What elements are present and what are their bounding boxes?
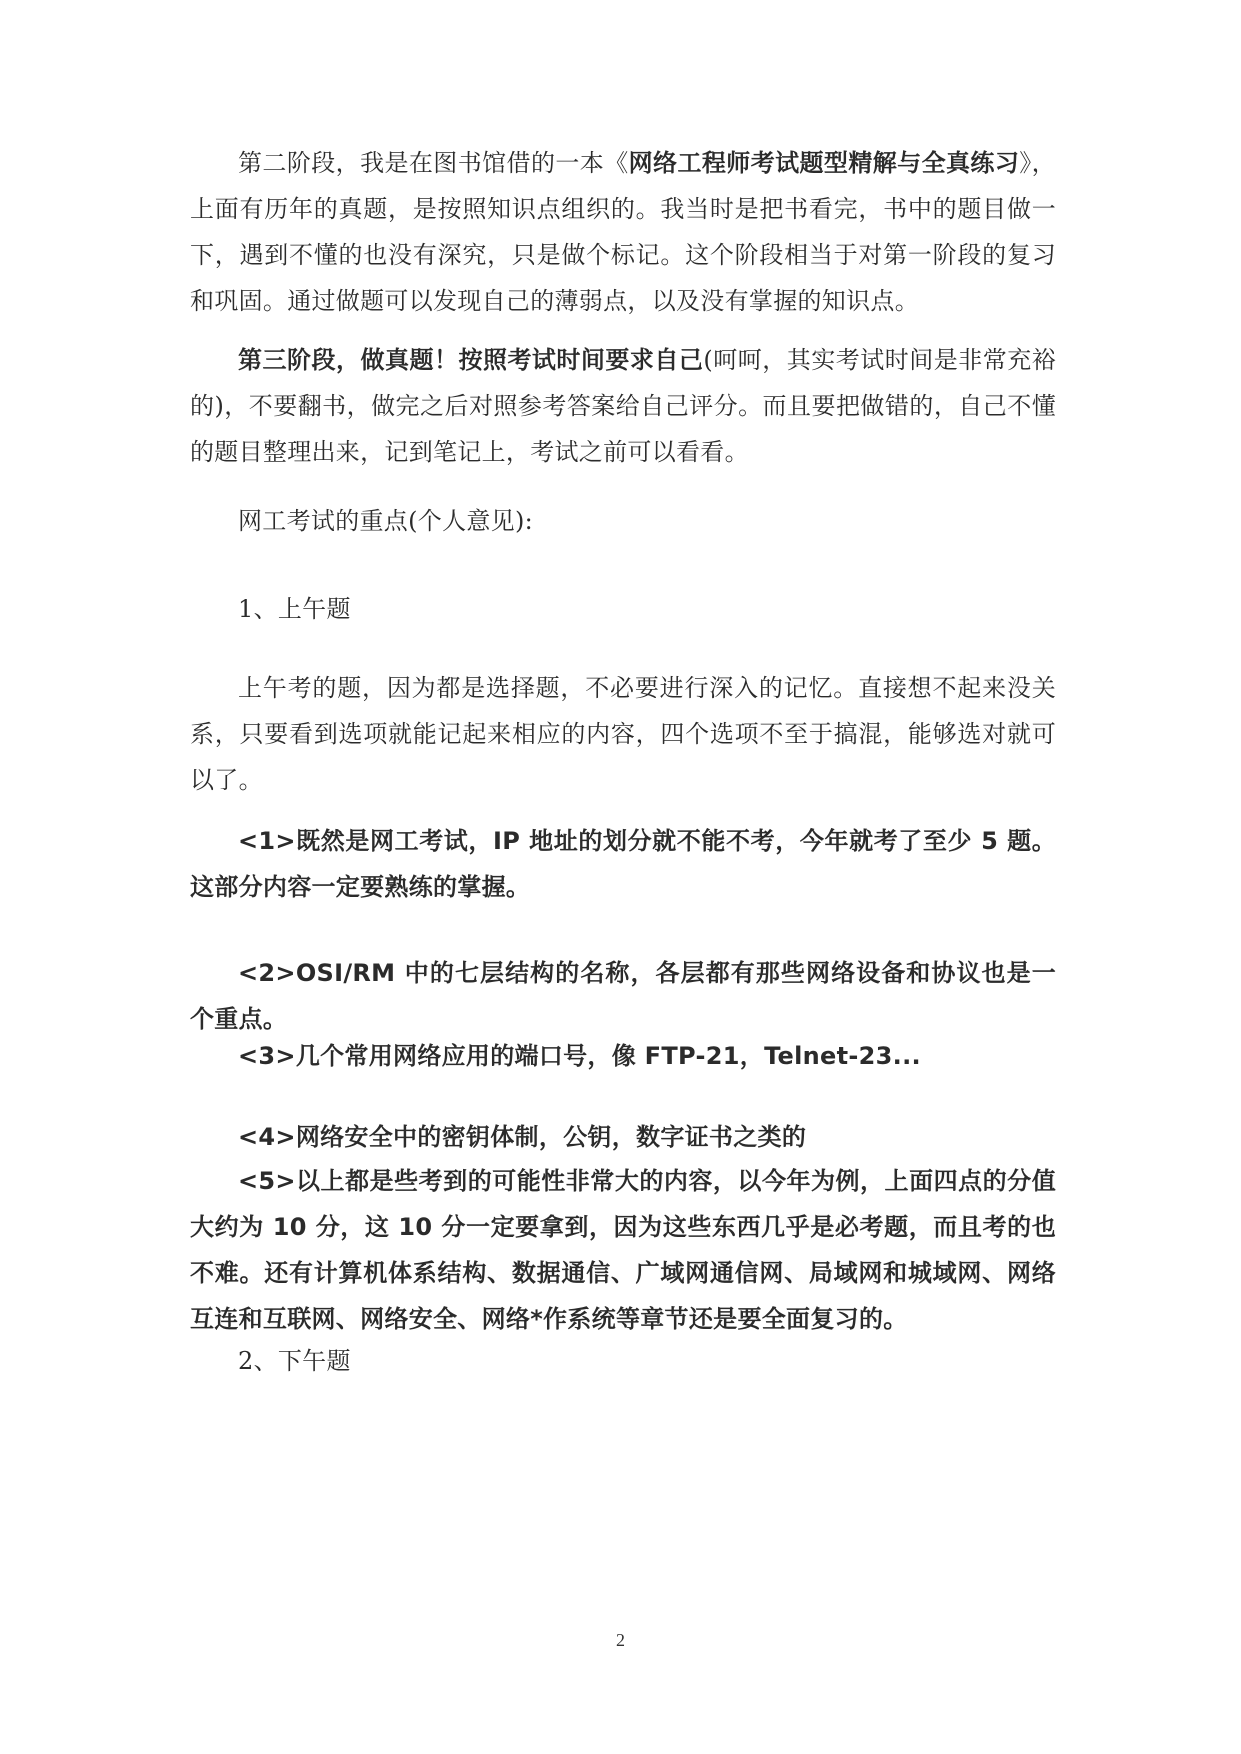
stage-two-prefix: 第二阶段，我是在图书馆借的一本《 bbox=[238, 149, 629, 177]
stage-three-normal: (呵呵，其实考试时间是非常充裕的)，不要翻书，做完之后对照参考答案给自己评分。而且要把做错的，自己不懂的题目整理出来，记到笔记上，考试之前可以看看。 bbox=[190, 346, 1056, 466]
paragraph-stage-three bbox=[190, 337, 1056, 475]
paragraph-stage-two bbox=[190, 140, 1056, 324]
afternoon-heading: 2、下午题 bbox=[238, 1347, 351, 1375]
stage-two-suffix: 》，上面有历年的真题，是按照知识点组织的。我当时是把书看完，书中的题目做一下，遇到不懂的也没有深究，只是做个标记。这个阶段相当于对第一阶段的复习和巩固。通过做题可以发现自己的薄弱点，以及没有掌握的知识点。 bbox=[190, 149, 1056, 315]
morning-description: 上午考的题，因为都是选择题，不必要进行深入的记忆。直接想不起来没关系，只要看到选项就能记起来相应的内容，四个选项不至于搞混，能够选对就可以了。 bbox=[190, 674, 1056, 794]
point-three: <3>几个常用网络应用的端口号，像 FTP-21，Telnet-23... bbox=[238, 1042, 921, 1070]
point-four: <4>网络安全中的密钥体制，公钥，数字证书之类的 bbox=[238, 1123, 807, 1151]
book-title: 网络工程师考试题型精解与全真练习 bbox=[628, 149, 1020, 177]
page-number: 2 bbox=[616, 1630, 625, 1650]
key-points-title: 网工考试的重点(个人意见): bbox=[238, 507, 534, 535]
point-five: <5>以上都是些考到的可能性非常大的内容，以今年为例，上面四点的分值大约为 10 分，这 10 分一定要拿到，因为这些东西几乎是必考题，而且考的也不难。还有计算机体系结构、数据通信、广域网通信网、局域网和城域网、网络互连和互联网、网络安全、网络*作系统等章节还是要全面复习的。 bbox=[190, 1167, 1056, 1333]
point-one: <1>既然是网工考试，IP 地址的划分就不能不考，今年就考了至少 5 题。这部分内容一定要熟练的掌握。 bbox=[190, 827, 1056, 901]
morning-heading: 1、上午题 bbox=[238, 595, 351, 623]
stage-three-bold: 第三阶段，做真题！按照考试时间要求自己 bbox=[238, 346, 704, 374]
point-two: <2>OSI/RM 中的七层结构的名称，各层都有那些网络设备和协议也是一个重点。 bbox=[190, 959, 1056, 1033]
